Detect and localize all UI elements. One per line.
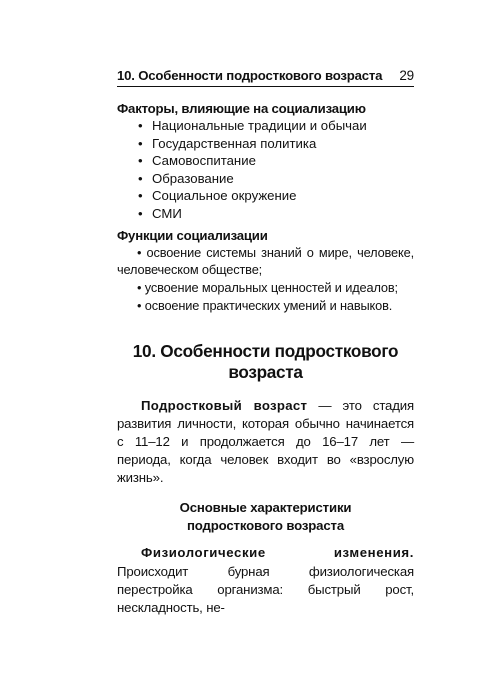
section-heading-line: подросткового возраста [186, 518, 345, 534]
list-item: • Национальные традиции и обычаи [138, 118, 367, 133]
running-title: 10. Особенности подросткового возраста [117, 68, 383, 83]
list-item: • усвоение моральных ценностей и идеалов; [137, 280, 398, 296]
bullet-icon: • [138, 188, 143, 204]
list-item: • освоение системы знаний о мире, человеке, человеческом обществе; [117, 244, 414, 278]
paragraph-text: Происходит бурная физиологическая перестройка организма: быстрый рост, нескладность, не- [117, 563, 414, 616]
list-item: • Самовоспитание [138, 153, 256, 169]
bullet-icon: • [138, 170, 143, 186]
bullet-icon: • [138, 153, 143, 169]
list-item: • СМИ [138, 205, 182, 221]
bullet-icon: • [138, 118, 143, 133]
list-item: • освоение практических умений и навыков. [137, 297, 393, 313]
functions-heading: Функции социализации [117, 227, 268, 243]
factors-heading: Факторы, влияющие на социализацию [117, 101, 366, 116]
paragraph-text: — это стадия развития личности, которая обычно начинается с 11–12 и продолжается до 16–17 лет — периода, когда человек входит во «взрослую жизнь». [117, 397, 414, 486]
defined-term: Подростковый возраст [141, 397, 308, 413]
book-page [117, 68, 414, 617]
intro-paragraph [117, 397, 414, 487]
physiology-paragraph [117, 544, 414, 617]
factors-list [117, 117, 414, 223]
section-heading [117, 499, 414, 535]
section-heading-line: Основные характеристики [179, 500, 352, 516]
chapter-title [117, 341, 414, 383]
bullet-icon: • [138, 205, 143, 221]
bullet-icon: • [138, 135, 143, 151]
list-item: • Образование [138, 170, 234, 186]
defined-term: Физиологические изменения. [141, 545, 414, 561]
list-item: • Государственная политика [138, 135, 317, 151]
chapter-title-line: 10. Особенности подросткового [132, 340, 399, 361]
page-number: 29 [399, 68, 414, 83]
list-item: • Социальное окружение [138, 188, 297, 204]
running-header [117, 68, 414, 87]
functions-list [117, 244, 414, 315]
chapter-title-line: возраста [228, 361, 303, 382]
